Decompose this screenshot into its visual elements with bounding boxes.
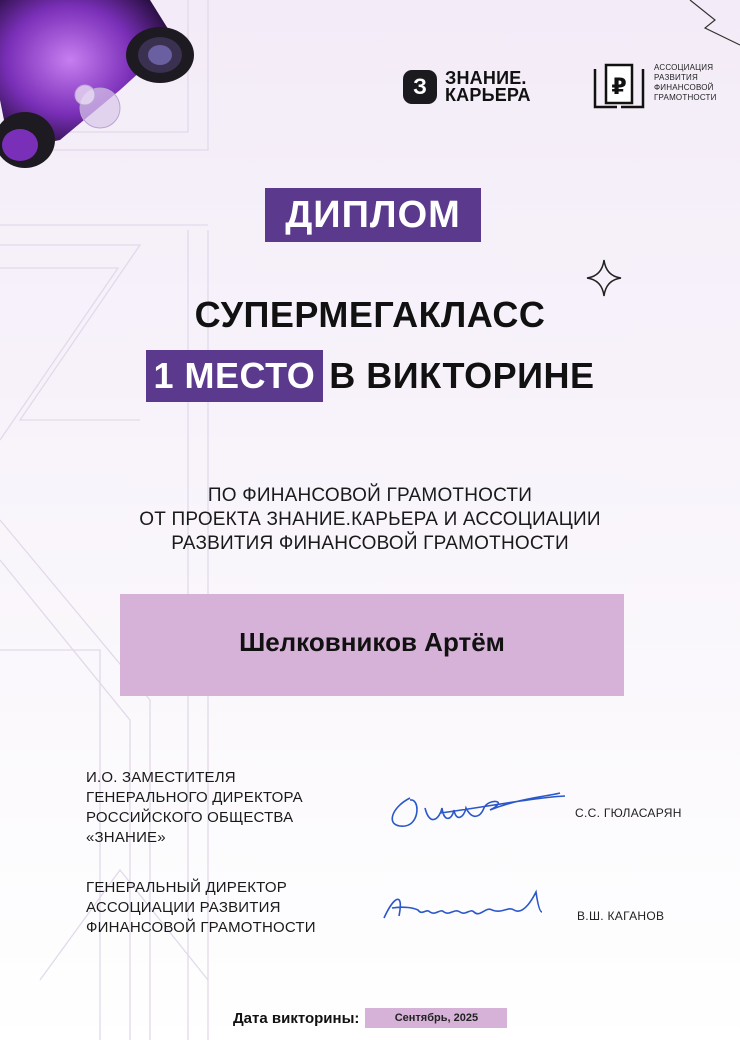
znanie-logo-line1: ЗНАНИЕ. — [445, 68, 527, 88]
description-line3: РАЗВИТИЯ ФИНАНСОВОЙ ГРАМОТНОСТИ — [171, 533, 569, 554]
book-ruble-icon — [592, 63, 646, 111]
award-description — [0, 484, 740, 556]
place-badge: 1 МЕСТО — [146, 350, 324, 402]
association-logo-line3: ФИНАНСОВОЙ — [654, 83, 714, 92]
signatory-2-name: В.Ш. КАГАНОВ — [577, 909, 665, 923]
signatory-2-title-line3: ФИНАНСОВОЙ ГРАМОТНОСТИ — [86, 919, 316, 936]
znanie-logo-line2: КАРЬЕРА — [445, 85, 531, 105]
recipient-name: Шелковников Артём — [239, 626, 505, 657]
signatory-1-title-line1: И.О. ЗАМЕСТИТЕЛЯ — [86, 769, 236, 786]
association-logo-line1: АССОЦИАЦИЯ — [654, 63, 714, 72]
date-value: Сентябрь, 2025 — [365, 1008, 507, 1028]
signatory-1-title-line3: РОССИЙСКОГО ОБЩЕСТВА — [86, 809, 294, 826]
signatory-1-title-line4: «ЗНАНИЕ» — [86, 829, 166, 846]
diploma-title: ДИПЛОМ — [265, 188, 481, 242]
signatory-1-title — [86, 768, 303, 848]
date-label: Дата викторины: — [233, 1009, 360, 1027]
sparkle-icon — [585, 258, 623, 298]
signatory-2-title-line1: ГЕНЕРАЛЬНЫЙ ДИРЕКТОР — [86, 879, 287, 896]
signatory-2-title — [86, 878, 316, 938]
signatory-1-title-line2: ГЕНЕРАЛЬНОГО ДИРЕКТОРА — [86, 789, 303, 806]
award-line-rest: В ВИКТОРИНЕ — [329, 355, 595, 396]
quiz-date — [233, 1008, 507, 1028]
3d-shape-decoration — [0, 0, 194, 168]
association-logo-line2: РАЗВИТИЯ — [654, 73, 698, 82]
award-line — [0, 350, 740, 402]
recipient-box — [120, 594, 624, 696]
signature-2 — [374, 886, 554, 930]
association-logo-line4: ГРАМОТНОСТИ — [654, 93, 717, 102]
signatory-1-name: С.С. ГЮЛАСАРЯН — [575, 806, 682, 820]
award-category: СУПЕРМЕГАКЛАСС — [194, 294, 546, 335]
description-line1: ПО ФИНАНСОВОЙ ГРАМОТНОСТИ — [207, 485, 533, 506]
signature-1 — [380, 778, 570, 836]
description-line2: ОТ ПРОЕКТА ЗНАНИЕ.КАРЬЕРА И АССОЦИАЦИИ — [139, 509, 601, 530]
association-logo — [592, 63, 717, 111]
signatory-2-title-line2: АССОЦИАЦИИ РАЗВИТИЯ — [86, 899, 281, 916]
svg-text:₽: ₽ — [611, 75, 627, 100]
znanie-kariera-logo — [403, 70, 531, 104]
znanie-logo-mark: З — [403, 70, 437, 104]
